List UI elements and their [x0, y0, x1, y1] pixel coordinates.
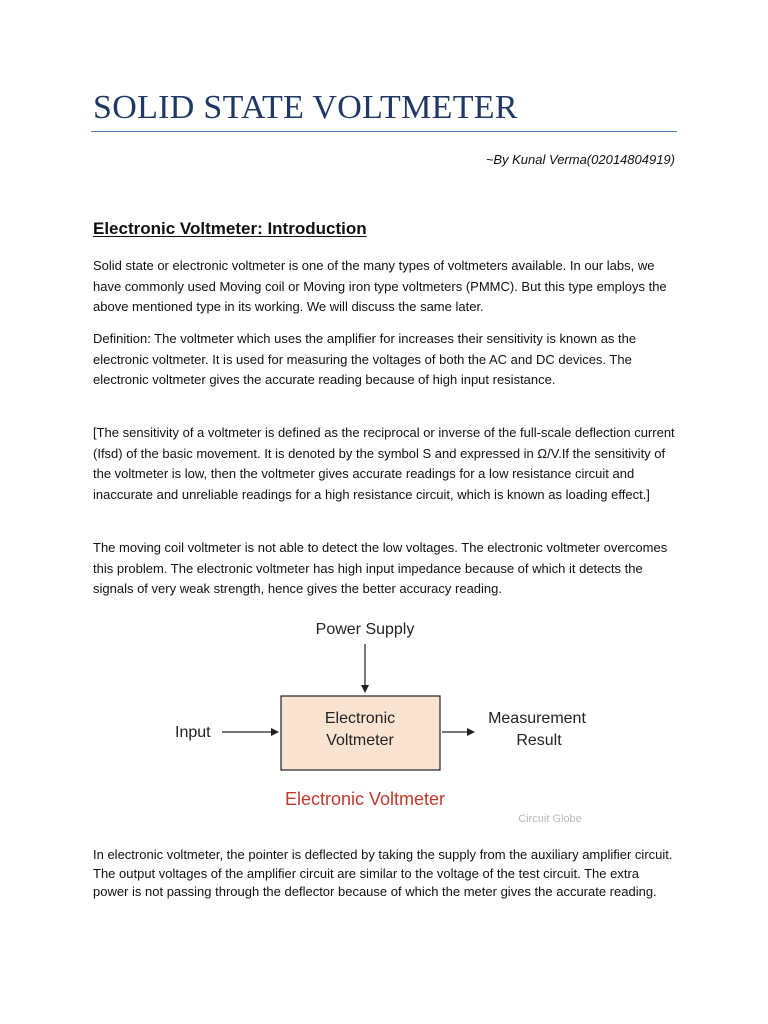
input-label: Input: [175, 724, 211, 741]
diagram-watermark: Circuit Globe: [518, 813, 582, 825]
paragraph-sensitivity: [The sensitivity of a voltmeter is defined as the reciprocal or inverse of the full-scale deflection current (Ifsd) of the basic movement. It is denoted by the symbol S and expressed in Ω/V.If the sensitivity of the voltmeter is low, then the voltmeter gives accurate readings for a low resistance circuit and inaccurate and unreliable readings for a high resistance circuit, which is known as loading effect.]: [93, 425, 675, 503]
author-byline: ~By Kunal Verma(02014804919): [485, 152, 675, 167]
paragraph-pointer-deflection: In electronic voltmeter, the pointer is deflected by taking the supply from the auxiliary amplifier circuit. The output voltages of the amplifier circuit are similar to the voltage of the test circuit. The extra power is not passing through the deflector because of which the meter gives the accurate reading.: [93, 847, 673, 899]
power-supply-label: Power Supply: [315, 621, 415, 638]
box-label-line2: Voltmeter: [326, 732, 394, 749]
diagram-caption: Electronic Voltmeter: [284, 789, 446, 809]
block-diagram: [160, 612, 620, 832]
output-label-line2: Result: [516, 732, 562, 749]
paragraph-definition: Definition: The voltmeter which uses the amplifier for increases their sensitivity is known as the electronic voltmeter. It is used for measuring the voltages of both the AC and DC devices. The electronic voltmeter gives the accurate reading because of high input resistance.: [93, 331, 637, 388]
paragraph-intro: Solid state or electronic voltmeter is one of the many types of voltmeters available. In our labs, we have commonly used Moving coil or Moving iron type voltmeters (PMMC). But this type employs the above mentioned type in its working. We will discuss the same later.: [93, 258, 667, 315]
block-diagram-svg: [160, 612, 620, 832]
output-label-line1: Measurement: [488, 710, 586, 727]
section-heading: Electronic Voltmeter: Introduction: [93, 219, 367, 238]
box-label-line1: Electronic: [324, 710, 396, 727]
paragraph-moving-coil: The moving coil voltmeter is not able to detect the low voltages. The electronic voltmeter overcomes this problem. The electronic voltmeter has high input impedance because of which it detects the signals of very weak strength, hence gives the better accuracy reading.: [93, 540, 668, 597]
document-title: SOLID STATE VOLTMETER: [93, 89, 518, 126]
title-divider: [91, 131, 677, 132]
